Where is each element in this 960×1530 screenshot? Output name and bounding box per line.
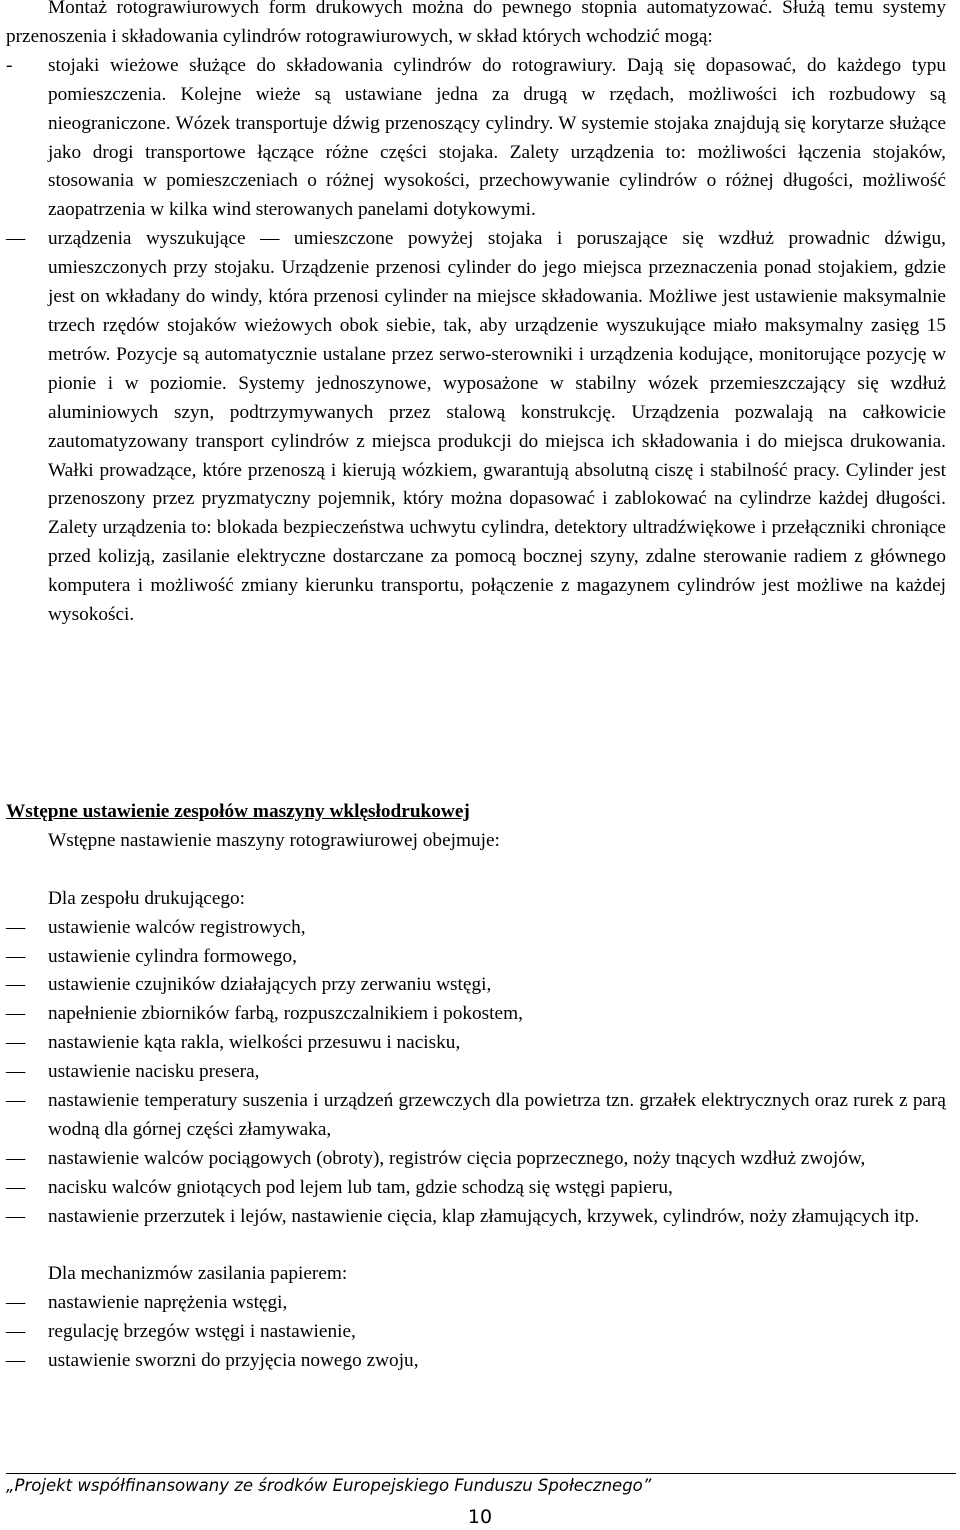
setup-section xyxy=(6,798,946,1376)
list-item xyxy=(6,1029,946,1058)
list-item xyxy=(6,1347,946,1376)
list-item-text: urządzenia wyszukujące — umieszczone powyżej stojaka i poruszające się wzdłuż prowadnic dźwigu, umieszczonych przy stojaku. Urządzenie przenosi cylinder do jego miejsca przeznaczenia ponad stojakiem, gdzie jest on wkładany do windy, która przenosi cylinder na miejsce składowania. Możliwe jest ustawienie maksymalnie trzech rzędów stojaków wieżowych obok siebie, tak, aby urządzenie wyszukujące miało maksymalny zasięg 15 metrów. Pozycje są automatycznie ustalane przez serwo-sterowniki i urządzenia kodujące, monitorujące pozycję w pionie i w poziomie. Systemy jednoszynowe, wyposażone w stabilny wózek przemieszczający się wzdłuż aluminiowych szyn, podtrzymywanych przez stalową konstrukcję. Urządzenia pozwalają na całkowicie zautomatyzowany transport cylindrów z miejsca produkcji do miejsca ich składowania i do miejsca drukowania. Wałki prowadzące, które przenoszą i kierują wózkiem, gwarantują absolutną ciszę i stabilność pracy. Cylinder jest przenoszony przez pryzmatyczny pojemnik, który można dopasować i zablokować na cylindrze każdej długości. Zalety urządzenia to: blokada bezpieczeństwa uchwytu cylindra, detektory ultradźwiękowe i przełączniki chroniące przed kolizją, zasilanie elektryczne dostarczane za pomocą bocznej szyny, zdalne sterowanie radiem z głównego komputera i możliwość zmiany kierunku transportu, połączenie z magazynem cylindrów jest możliwe na każdej wysokości. xyxy=(48,228,946,626)
list-item-text: ustawienie cylindra formowego, xyxy=(48,945,297,967)
section-lead: Wstępne nastawienie maszyny rotograwiurowej obejmuje: xyxy=(48,829,500,851)
list-dash: — xyxy=(6,228,26,250)
list-item-text: stojaki wieżowe służące do składowania cylindrów do rotograwiury. Dają się dopasować, do każdego typu pomieszczenia. Kolejne wieże są ustawiane jedna za drugą w rzędach, możliwości ich rozbudowy są nieograniczone. Wózek transportuje dźwig przenoszący cylindry. W systemie stojaka znajdują się korytarze służące jako drogi transportowe łączące różne części stojaka. Zalety urządzenia to: możliwości łączenia stojaków, stosowania w pomieszczeniach o różnej wysokości, przechowywanie cylindrów o różnej długości, możliwość zaopatrzenia w kilka wind sterowanych panelami dotykowymi. xyxy=(48,54,946,221)
list-item xyxy=(6,1000,946,1029)
list-item xyxy=(6,1318,946,1347)
list-item xyxy=(6,971,946,1000)
list-dash: — xyxy=(6,1321,26,1343)
list-dash: — xyxy=(6,1292,26,1314)
list-item-text: nastawienie walców pociągowych (obroty), registrów cięcia poprzecznego, noży tnących wzdłuż zwojów, xyxy=(48,1147,866,1169)
list-item xyxy=(6,943,946,972)
intro-block xyxy=(6,0,946,630)
printing-unit-list xyxy=(6,914,946,1232)
list-dash: — xyxy=(6,1003,26,1025)
list-item-text: nastawienie kąta rakla, wielkości przesuwu i nacisku, xyxy=(48,1032,461,1054)
group-title: Dla mechanizmów zasilania papierem: xyxy=(48,1263,348,1285)
list-item xyxy=(6,225,946,630)
list-dash: — xyxy=(6,1350,26,1372)
list-dash: — xyxy=(6,1205,26,1227)
list-item xyxy=(6,914,946,943)
intro-paragraph: Montaż rotograwiurowych form drukowych można do pewnego stopnia automatyzować. Służą temu systemy przenoszenia i składowania cylindrów rotograwiurowych, w skład których wchodzić mogą: xyxy=(6,0,946,47)
list-item xyxy=(6,1145,946,1174)
list-item-text: nastawienie przerzutek i lejów, nastawienie cięcia, klap złamujących, krzywek, cylindrów, noży złamujących itp. xyxy=(48,1205,920,1227)
list-item-text: regulację brzegów wstęgi i nastawienie, xyxy=(48,1321,356,1343)
section-heading: Wstępne ustawienie zespołów maszyny wklęsłodrukowej xyxy=(6,801,470,822)
list-dash: — xyxy=(6,974,26,996)
list-item-text: nacisku walców gniotących pod lejem lub tam, gdzie schodzą się wstęgi papieru, xyxy=(48,1176,673,1198)
list-dash: — xyxy=(6,1147,26,1169)
list-item-text: ustawienie walców registrowych, xyxy=(48,916,306,938)
page-number: 10 xyxy=(467,1506,493,1528)
list-item xyxy=(6,1087,946,1145)
list-item-text: nastawienie temperatury suszenia i urządzeń grzewczych dla powietrza tzn. grzałek elektrycznych oraz rurek z parą wodną dla górnej części złamywaka, xyxy=(48,1090,946,1140)
paper-feed-list xyxy=(6,1289,946,1376)
list-item-text: ustawienie sworzni do przyjęcia nowego zwoju, xyxy=(48,1350,419,1372)
list-item xyxy=(6,1174,946,1203)
list-item-text: ustawienie czujników działających przy zerwaniu wstęgi, xyxy=(48,974,492,996)
list-dash: — xyxy=(6,945,26,967)
list-item xyxy=(6,52,946,225)
group-title: Dla zespołu drukującego: xyxy=(48,887,246,909)
list-dash: — xyxy=(6,1090,26,1112)
list-item-text: napełnienie zbiorników farbą, rozpuszczalnikiem i pokostem, xyxy=(48,1003,523,1025)
list-dash: — xyxy=(6,916,26,938)
list-item-text: ustawienie nacisku presera, xyxy=(48,1061,260,1083)
list-item xyxy=(6,1203,946,1232)
list-item xyxy=(6,1058,946,1087)
list-dash: - xyxy=(6,54,13,76)
list-dash: — xyxy=(6,1061,26,1083)
list-item xyxy=(6,1289,946,1318)
list-dash: — xyxy=(6,1032,26,1054)
footer-note: „Projekt współfinansowany ze środków Europejskiego Funduszu Społecznego” xyxy=(6,1476,652,1495)
list-item-text: nastawienie naprężenia wstęgi, xyxy=(48,1292,288,1314)
list-dash: — xyxy=(6,1176,26,1198)
